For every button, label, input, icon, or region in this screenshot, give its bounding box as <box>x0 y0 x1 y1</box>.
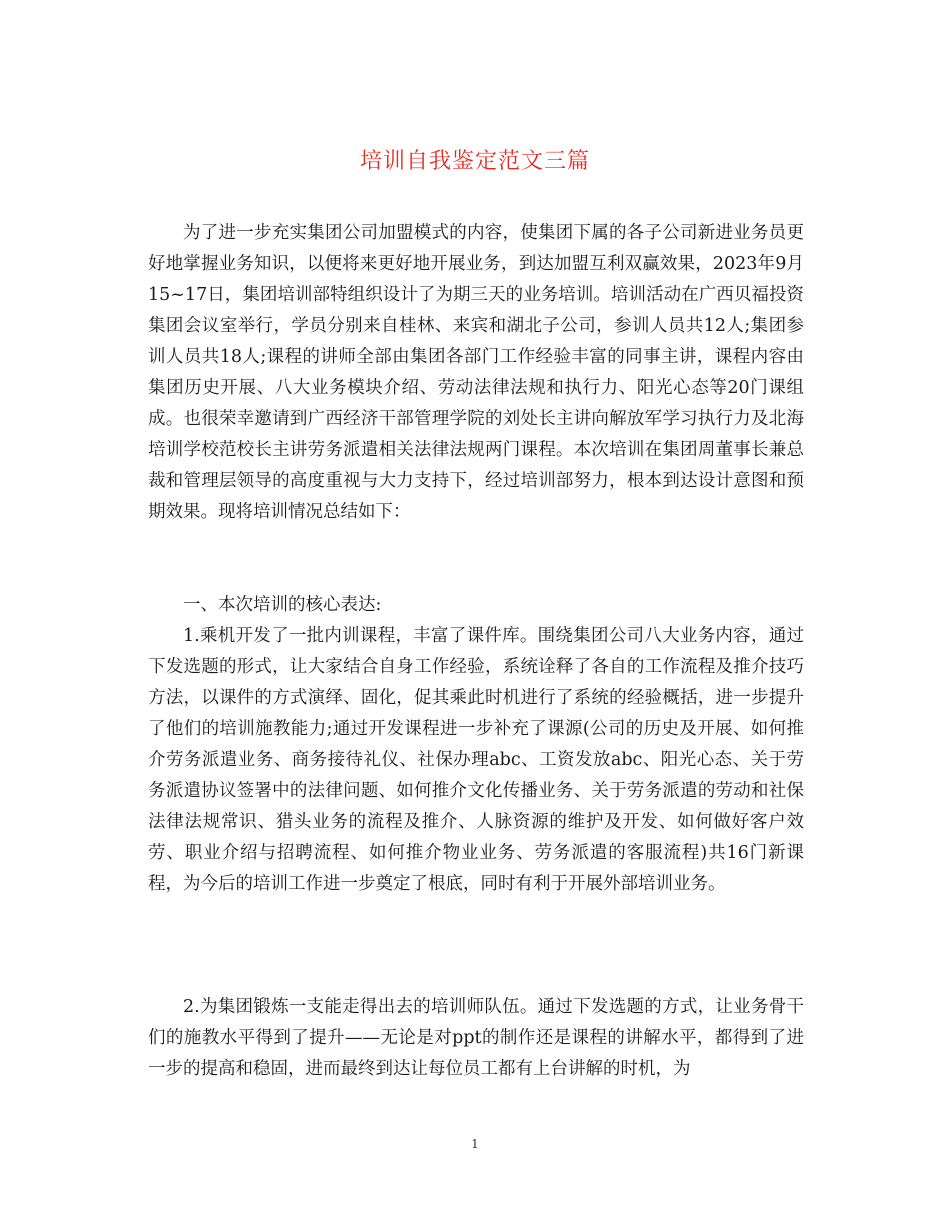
point-two-block <box>148 992 804 1085</box>
intro-paragraph-block <box>148 218 804 528</box>
point-one-block <box>148 621 804 900</box>
document-title: 培训自我鉴定范文三篇 <box>359 149 590 174</box>
intro-paragraph: 为了进一步充实集团公司加盟模式的内容，使集团下属的各子公司新进业务员更好地掌握业务知识，以便将来更好地开展业务，到达加盟互利双赢效果，2023年9月15~17日，集团培训部特组织设计了为期三天的业务培训。培训活动在广西贝福投资集团会议室举行，学员分别来自桂林、来宾和湖北子公司，参训人员共12人;集团参训人员共18人;课程的讲师全部由集团各部门工作经验丰富的同事主讲，课程内容由集团历史开展、八大业务模块介绍、劳动法律法规和执行力、阳光心态等20门课组成。也很荣幸邀请到广西经济干部管理学院的刘处长主讲向解放军学习执行力及北海培训学校范校长主讲劳务派遣相关法律法规两门课程。本次培训在集团周董事长兼总裁和管理层领导的高度重视与大力支持下，经过培训部努力，根本到达设计意图和预期效果。现将培训情况总结如下： <box>148 223 804 522</box>
section-heading-block <box>148 590 804 621</box>
point-one-paragraph: 1.乘机开发了一批内训课程，丰富了课件库。围绕集团公司八大业务内容，通过下发选题的形式，让大家结合自身工作经验，系统诠释了各自的工作流程及推介技巧方法，以课件的方式演绎、固化，促其乘此时机进行了系统的经验概括，进一步提升了他们的培训施教能力;通过开发课程进一步补充了课源(公司的历史及开展、如何推介劳务派遣业务、商务接待礼仪、社保办理abc、工资发放abc、阳光心态、关于劳务派遣协议签署中的法律问题、如何推介文化传播业务、关于劳务派遣的劳动和社保法律法规常识、猎头业务的流程及推介、人脉资源的维护及开发、如何做好客户效劳、职业介绍与招聘流程、如何推介物业业务、劳务派遣的客服流程)共16门新课程，为今后的培训工作进一步奠定了根底，同时有利于开展外部培训业务。 <box>148 626 804 894</box>
point-two-paragraph: 2.为集团锻炼一支能走得出去的培训师队伍。通过下发选题的方式，让业务骨干们的施教水平得到了提升——无论是对ppt的制作还是课程的讲解水平，都得到了进一步的提高和稳固，进而最终到达让每位员工都有上台讲解的时机，为 <box>148 997 804 1079</box>
section-heading: 一、本次培训的核心表达: <box>183 595 382 615</box>
page-number: 1 <box>471 1137 479 1151</box>
